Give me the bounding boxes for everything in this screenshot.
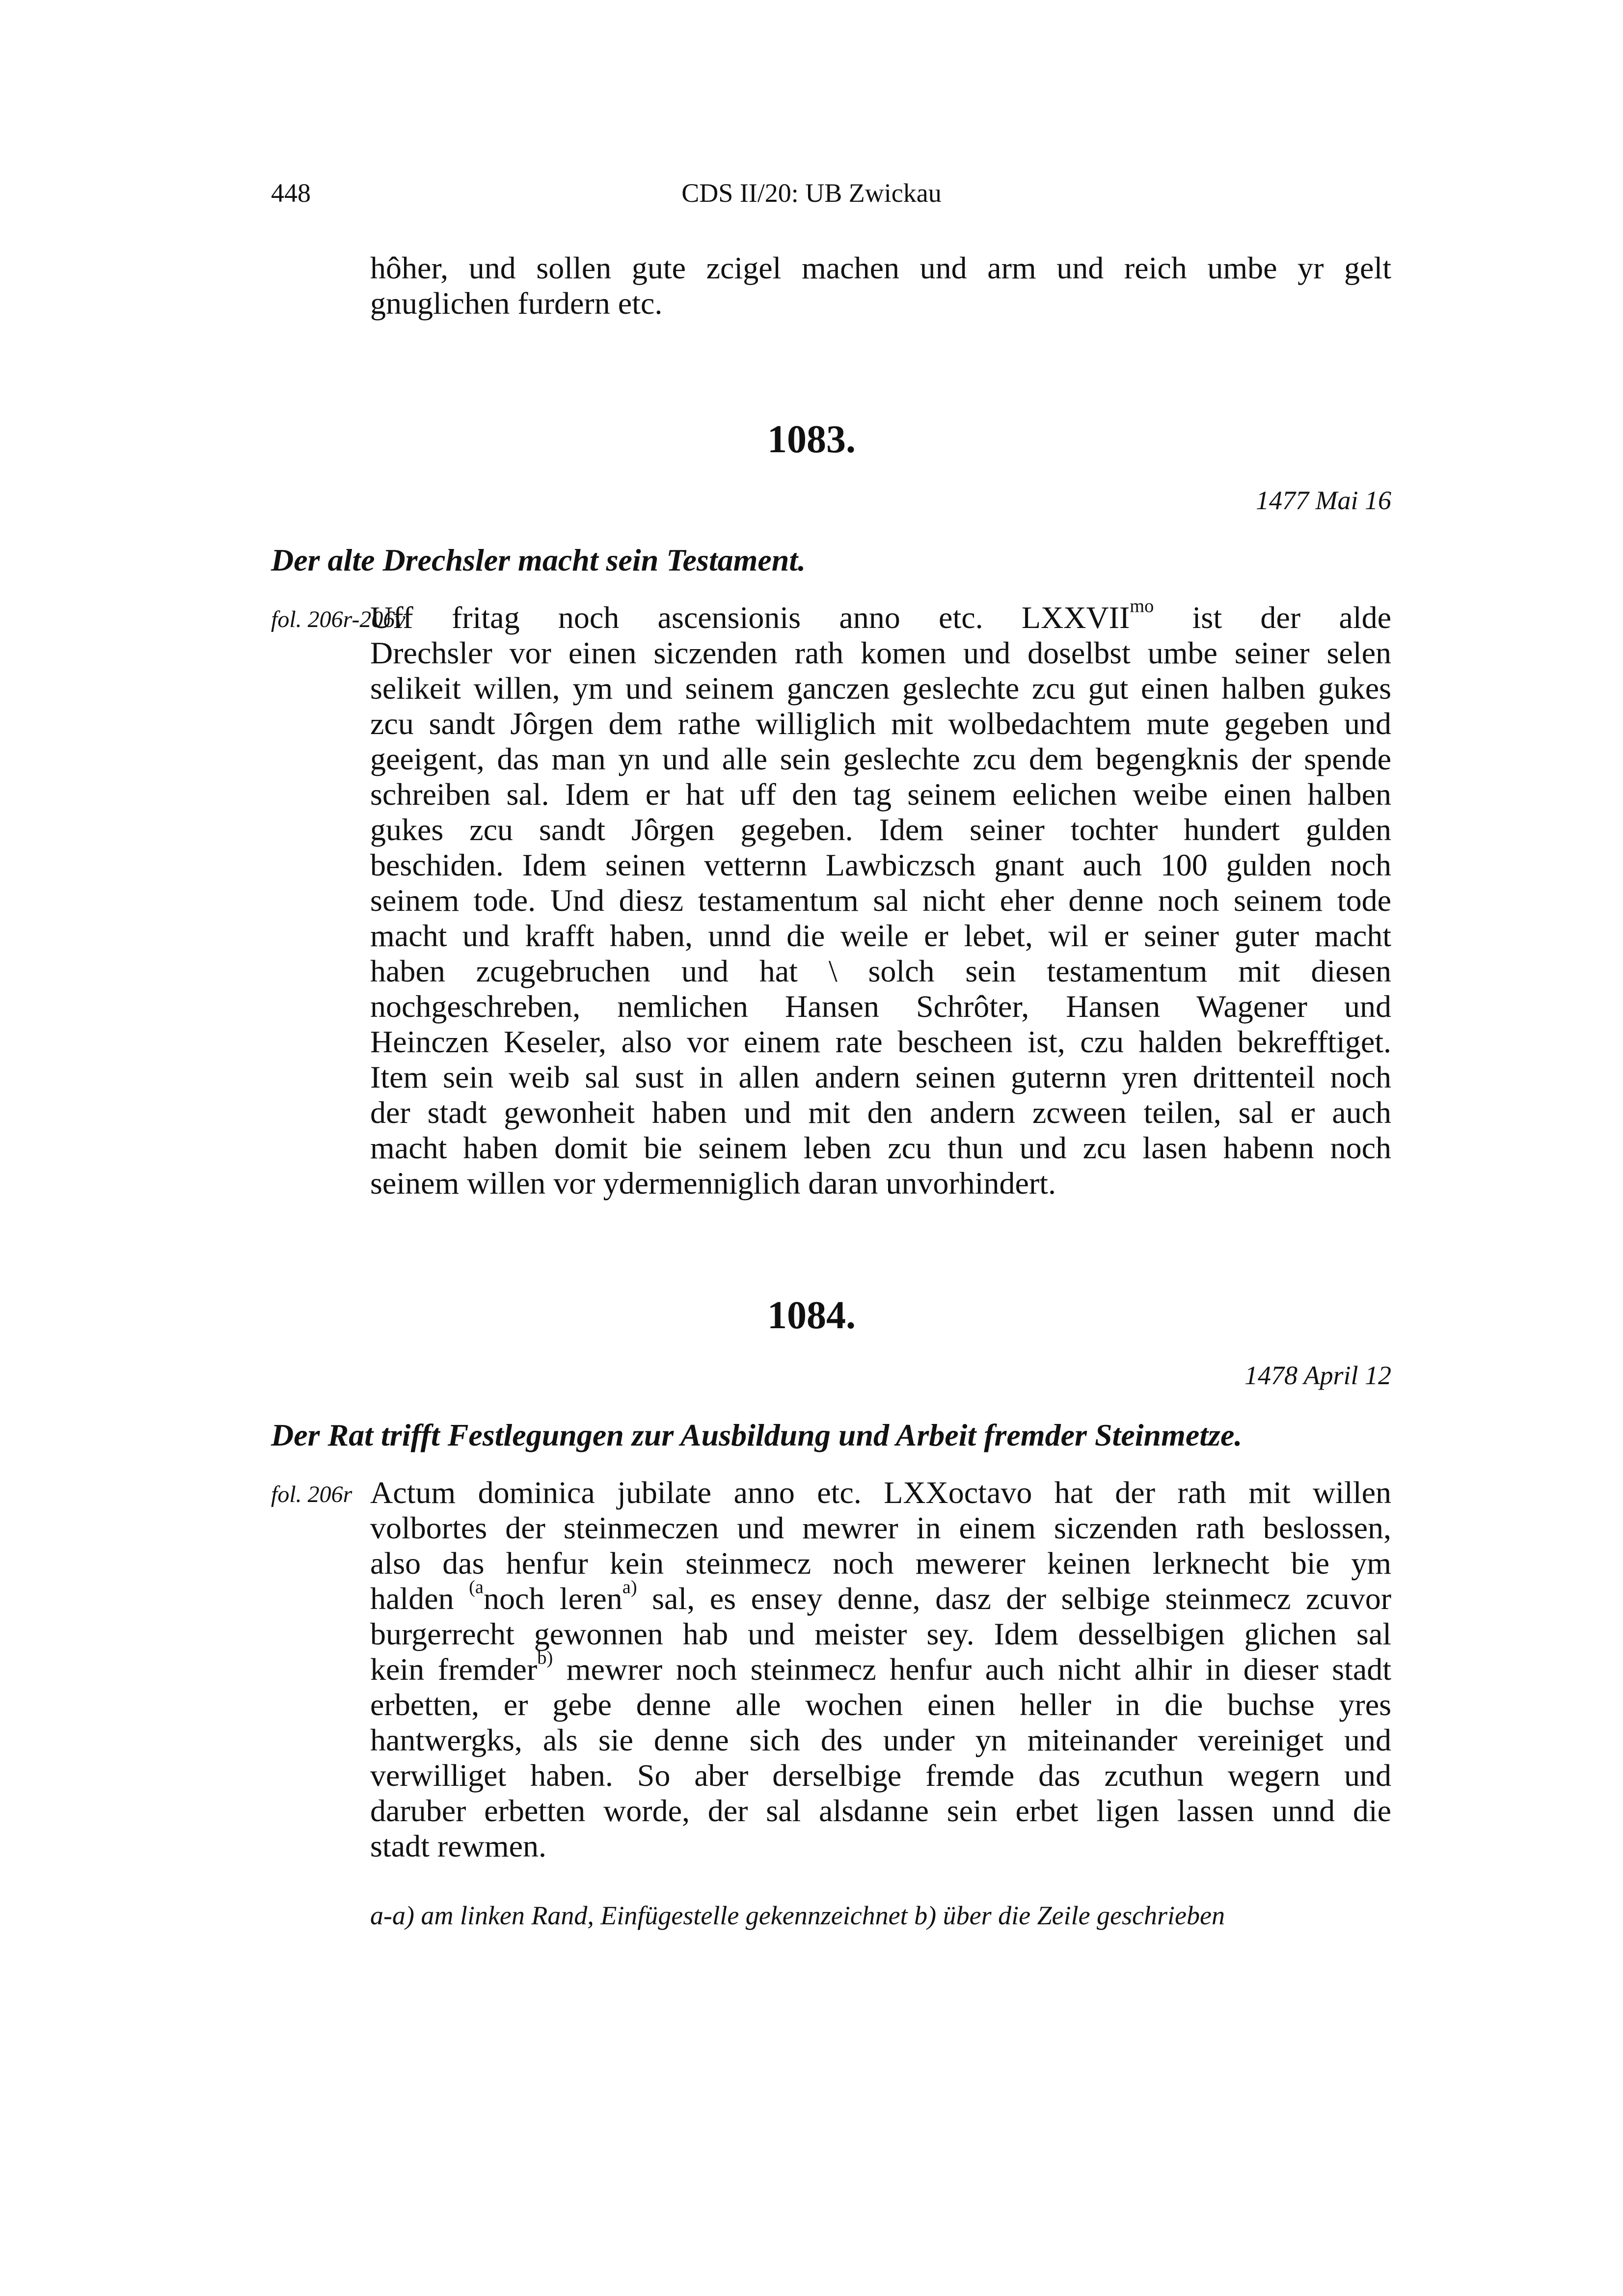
footnote-marker: b): [537, 1647, 553, 1668]
text-line: hantwergks, als sie denne sich des under yn miteinander vereiniget und: [370, 1722, 1391, 1757]
text-line: daruber erbetten worde, der sal alsdanne sein erbet ligen lassen unnd die: [370, 1793, 1391, 1828]
entry-number: 1083.: [767, 418, 856, 461]
text-line: seinem tode. Und diesz testamentum sal nicht eher denne noch seinem tode: [370, 883, 1391, 918]
folio-reference: fol. 206r: [271, 1481, 352, 1507]
text-line: der stadt gewonheit haben und mit den andern zcween teilen, sal er auch: [370, 1095, 1391, 1130]
text-line: Heinczen Keseler, also vor einem rate bescheen ist, czu halden bekrefftiget.: [370, 1024, 1391, 1059]
text-line: verwilliget haben. So aber derselbige fremde das zcuthun wegern und: [370, 1758, 1391, 1793]
text-line: Uff fritag noch ascensionis anno etc. $LXXVII^{mo}$ ist der alde: [370, 596, 1392, 635]
text-line: seinem willen vor ydermenniglich daran unvorhindert.: [370, 1166, 1056, 1201]
footnote-marker: (a: [469, 1577, 484, 1598]
text-line: hôher, und sollen gute zcigel machen und arm und reich umbe yr gelt: [370, 250, 1391, 285]
continuation-paragraph: [370, 250, 1391, 321]
text-line: geeigent, das man yn und alle sein geslechte zcu dem begengknis der spende: [370, 741, 1391, 776]
text-line: Actum dominica jubilate anno etc. LXXoctavo hat der rath mit willen: [370, 1475, 1391, 1510]
entry-title: Der alte Drechsler macht sein Testament.: [271, 543, 806, 577]
text-line: macht und krafft haben, unnd die weile er lebet, wil er seiner guter macht: [370, 918, 1391, 953]
entry-date: 1477 Mai 16: [1256, 486, 1391, 515]
footnote-apparatus: a-a) am linken Rand, Einfügestelle gekennzeichnet b) über die Zeile geschrieben: [370, 1901, 1225, 1930]
text-line: selikeit willen, ym und seinem ganczen geslechte zcu gut einen halben gukes: [370, 671, 1391, 706]
text-line: stadt rewmen.: [370, 1829, 546, 1863]
text-line: kein fremder$^{b)}$ mewrer noch steinmecz henfur auch nicht alhir in dieser stadt: [370, 1647, 1391, 1687]
text-line: volbortes der steinmeczen und mewrer in einem siczenden rath beslossen,: [370, 1510, 1391, 1545]
entry-text: [370, 1475, 1391, 1864]
text-line: haben zcugebruchen und hat \ solch sein testamentum mit diesen: [370, 954, 1391, 988]
footnote-marker: a): [622, 1577, 637, 1598]
text-line: halden $^{(a}$noch leren$^{a)}$ sal, es ensey denne, dasz der selbige steinmecz zcuvor: [370, 1577, 1392, 1616]
text-line: beschiden. Idem seinen vetternn Lawbiczsch gnant auch 100 gulden noch: [370, 847, 1391, 882]
folio-reference: fol. 206r-206v: [271, 606, 406, 632]
text-line: gukes zcu sandt Jôrgen gegeben. Idem seiner tochter hundert gulden: [370, 812, 1391, 847]
text-line: Drechsler vor einen siczenden rath komen und doselbst umbe seiner selen: [370, 635, 1391, 670]
entry-date: 1478 April 12: [1244, 1361, 1391, 1390]
text-line: erbetten, er gebe denne alle wochen einen heller in die buchse yres: [370, 1687, 1391, 1722]
running-title: CDS II/20: UB Zwickau: [681, 178, 942, 208]
text-line: burgerrecht gewonnen hab und meister sey. Idem desselbigen glichen sal: [370, 1616, 1391, 1651]
entry-title: Der Rat trifft Festlegungen zur Ausbildung und Arbeit fremder Steinmetze.: [271, 1418, 1243, 1452]
entry-number: 1084.: [767, 1294, 856, 1337]
entry-text: [370, 596, 1392, 1201]
text-line: macht haben domit bie seinem leben zcu thun und zcu lasen habenn noch: [370, 1130, 1391, 1165]
page-number: 448: [271, 178, 311, 208]
text-line: Item sein weib sal sust in allen andern seinen guternn yren drittenteil noch: [370, 1060, 1391, 1094]
text-line: gnuglichen furdern etc.: [370, 286, 663, 321]
text-line: schreiben sal. Idem er hat uff den tag seinem eelichen weibe einen halben: [370, 777, 1391, 812]
text-line: also das henfur kein steinmecz noch mewerer keinen lerknecht bie ym: [370, 1546, 1391, 1581]
text-line: zcu sandt Jôrgen dem rathe williglich mit wolbedachtem mute gegeben und: [370, 706, 1391, 741]
text-line: nochgeschreben, nemlichen Hansen Schrôter, Hansen Wagener und: [370, 989, 1391, 1024]
